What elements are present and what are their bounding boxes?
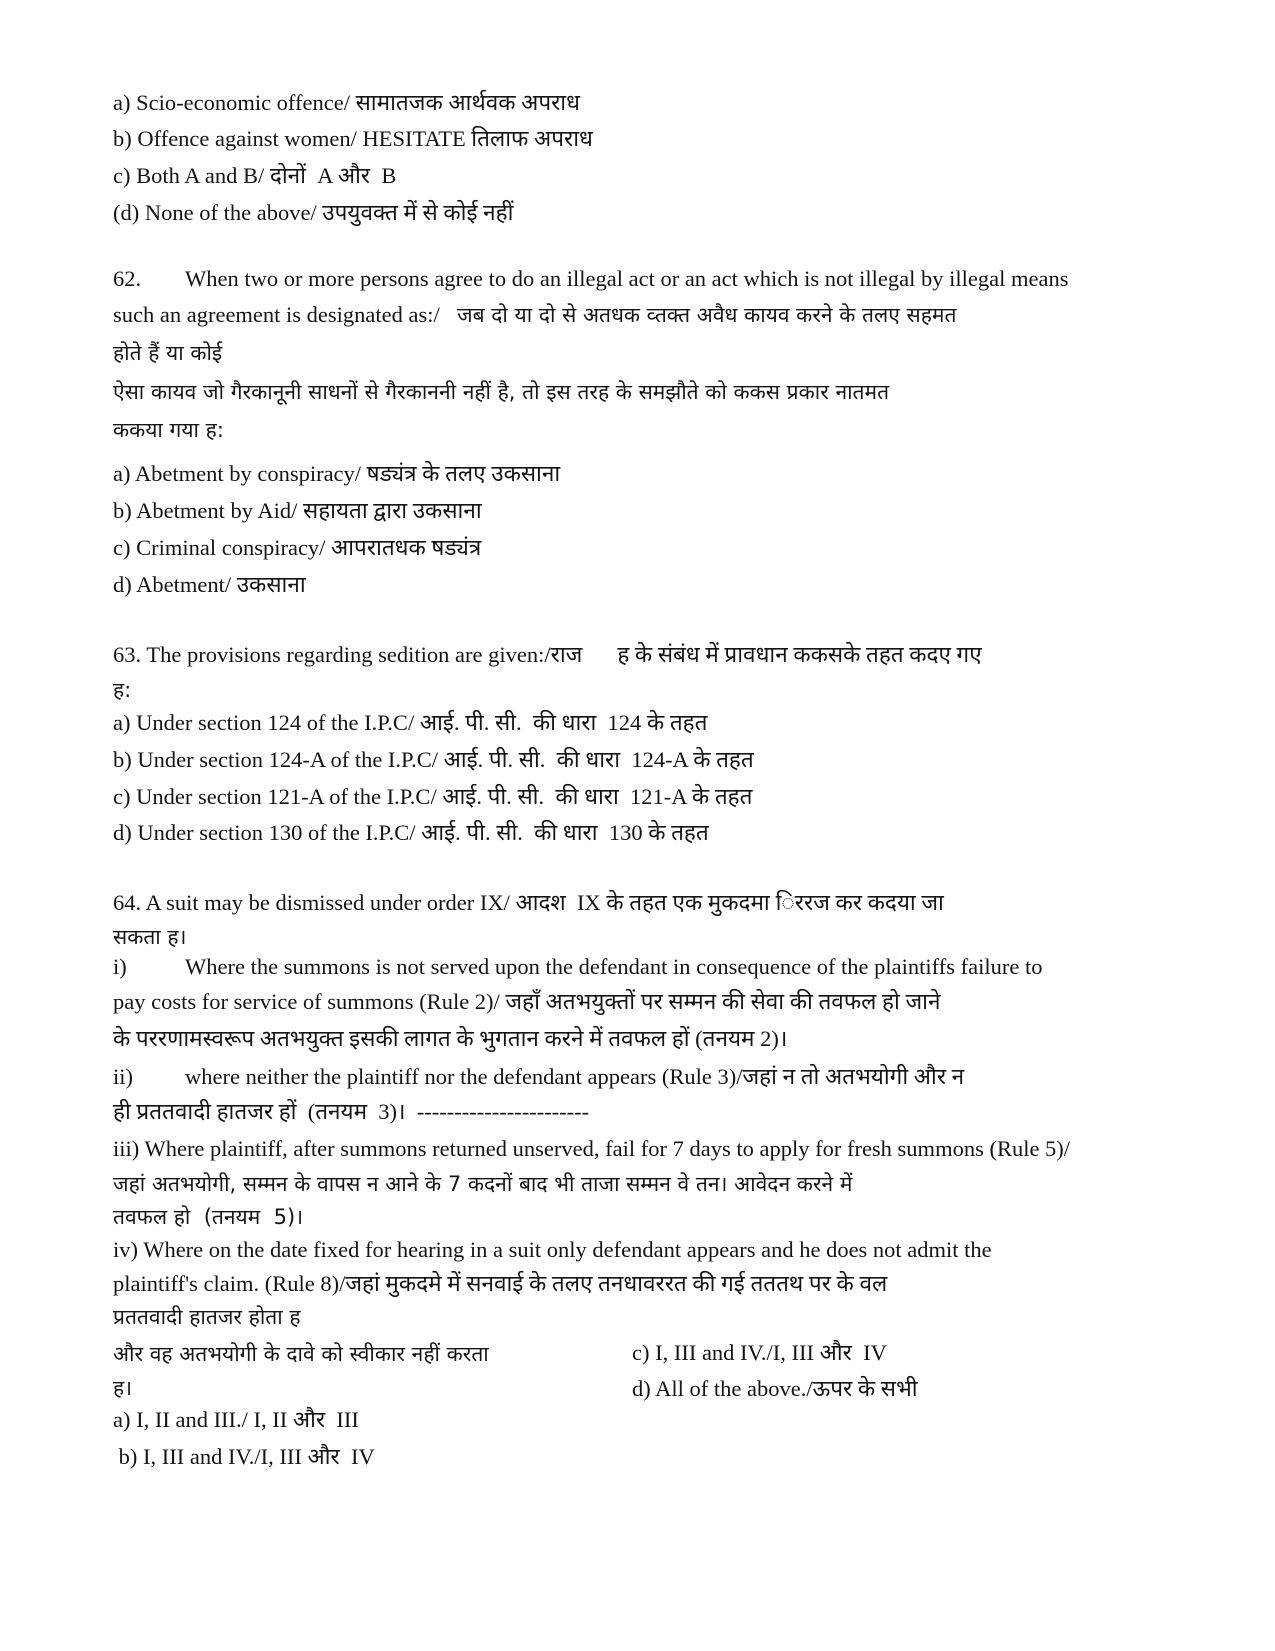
q61-option-c: c) Both A and B/ दोनों A और B <box>113 163 397 188</box>
q61-option-b: b) Offence against women/ HESITATE तिलाफ अपराध <box>113 126 593 151</box>
q64-statement-i-line1: Where the summons is not served upon the defendant in consequence of the plaintiffs failure to <box>185 954 1043 979</box>
q64-option-b: b) I, III and IV./I, III और IV <box>113 1444 375 1469</box>
q64-option-a: a) I, II and III./ I, II और III <box>113 1407 359 1432</box>
q63-text-line2: ह: <box>113 678 132 702</box>
q63-text-line1: 63. The provisions regarding sedition are given:/राज✐ोह के संबंध में प्रावधान ककसके तहत कदए गए <box>113 642 982 667</box>
q64-statement-iv-line5: ह। <box>113 1376 133 1400</box>
q64-statement-ii-marker: ii) <box>113 1064 133 1089</box>
q64-statement-i-line3: के पररणामस्वरूप अतभयुक्त इसकी लागत के भुगतान करने में तवफल हों (तनयम 2)। <box>113 1026 788 1051</box>
q62-text-line1: When two or more persons agree to do an illegal act or an act which is not illegal by illegal means <box>185 266 1069 291</box>
q62-text-line3: होते हैं या कोई <box>113 341 223 365</box>
q62-text-line5: ककया गया ह: <box>113 418 224 442</box>
q64-statement-ii-line2: ही प्रततवादी हातजर हों (तनयम 3)। ----------------------- <box>113 1099 590 1124</box>
q64-text-line2: सकता ह। <box>113 925 187 949</box>
q64-text-line1: 64. A suit may be dismissed under order IX/ आदश IX के तहत एक मुकदमा िररज कर कदया जा <box>113 890 944 915</box>
q64-option-c: c) I, III and IV./I, III और IV <box>632 1340 887 1365</box>
q64-statement-iii-line2: जहां अतभयोगी, सम्मन के वापस न आने के 7 कदनों बाद भी ताजा सम्मन वे तन। आवेदन करने में <box>113 1172 853 1196</box>
q64-statement-ii-line1: where neither the plaintiff nor the defendant appears (Rule 3)/जहां न तो अतभयोगी और न <box>185 1064 965 1089</box>
q64-statement-iii-line1: iii) Where plaintiff, after summons returned unserved, fail for 7 days to apply for fresh summons (Rule 5)/ <box>113 1136 1071 1161</box>
q62-option-b: b) Abetment by Aid/ सहायता द्वारा उकसाना <box>113 498 482 523</box>
q64-option-d: d) All of the above./ऊपर के सभी <box>632 1376 918 1401</box>
q63-option-c: c) Under section 121-A of the I.P.C/ आई. पी. सी. की धारा 121-A के तहत <box>113 784 753 809</box>
q62-option-a: a) Abetment by conspiracy/ षड्यंत्र के तलए उकसाना <box>113 461 561 486</box>
q62-option-d: d) Abetment/ उकसाना <box>113 572 306 597</box>
q62-option-c: c) Criminal conspiracy/ आपरातधक षड्यंत्र <box>113 535 482 560</box>
q64-statement-iv-line2: plaintiff's claim. (Rule 8)/जहां मुकदमे में सनवाई के तलए तनधावररत की गई तततथ पर के वल <box>113 1271 888 1296</box>
q63-option-a: a) Under section 124 of the I.P.C/ आई. पी. सी. की धारा 124 के तहत <box>113 710 708 735</box>
q63-option-b: b) Under section 124-A of the I.P.C/ आई. पी. सी. की धारा 124-A के तहत <box>113 747 754 772</box>
q64-statement-iv-line4: और वह अतभयोगी के दावे को स्वीकार नहीं करता <box>113 1342 489 1366</box>
q61-option-d: (d) None of the above/ उपयुवक्त में से कोई नहीं <box>113 200 514 225</box>
q64-statement-i-line2: pay costs for service of summons (Rule 2)/ जहाँ अतभयुक्तों पर सम्मन की सेवा की तवफल हो जाने <box>113 989 941 1014</box>
q62-text-line4: ऐसा कायव जो गैरकानूनी साधनों से गैरकाननी नहीं है, तो इस तरह के समझौते को ककस प्रकार नातमत <box>113 380 890 404</box>
q63-option-d: d) Under section 130 of the I.P.C/ आई. पी. सी. की धारा 130 के तहत <box>113 820 709 845</box>
q64-statement-iv-line1: iv) Where on the date fixed for hearing in a suit only defendant appears and he does not admit the <box>113 1237 992 1262</box>
q61-option-a: a) Scio-economic offence/ सामातजक आर्थवक अपराध <box>113 90 580 115</box>
q64-statement-i-marker: i) <box>113 954 127 979</box>
q64-statement-iv-line3: प्रततवादी हातजर होता ह <box>113 1305 301 1329</box>
q62-text-line2a: such an agreement is designated as:/ <box>113 302 440 327</box>
q62-number: 62. <box>113 266 142 291</box>
q62-text-line2b: जब दो या दो से अतधक व्तक्त अवैध कायव करने के तलए सहमत <box>457 303 957 327</box>
q64-statement-iii-line3: तवफल हो (तनयम 5)। <box>113 1205 304 1229</box>
